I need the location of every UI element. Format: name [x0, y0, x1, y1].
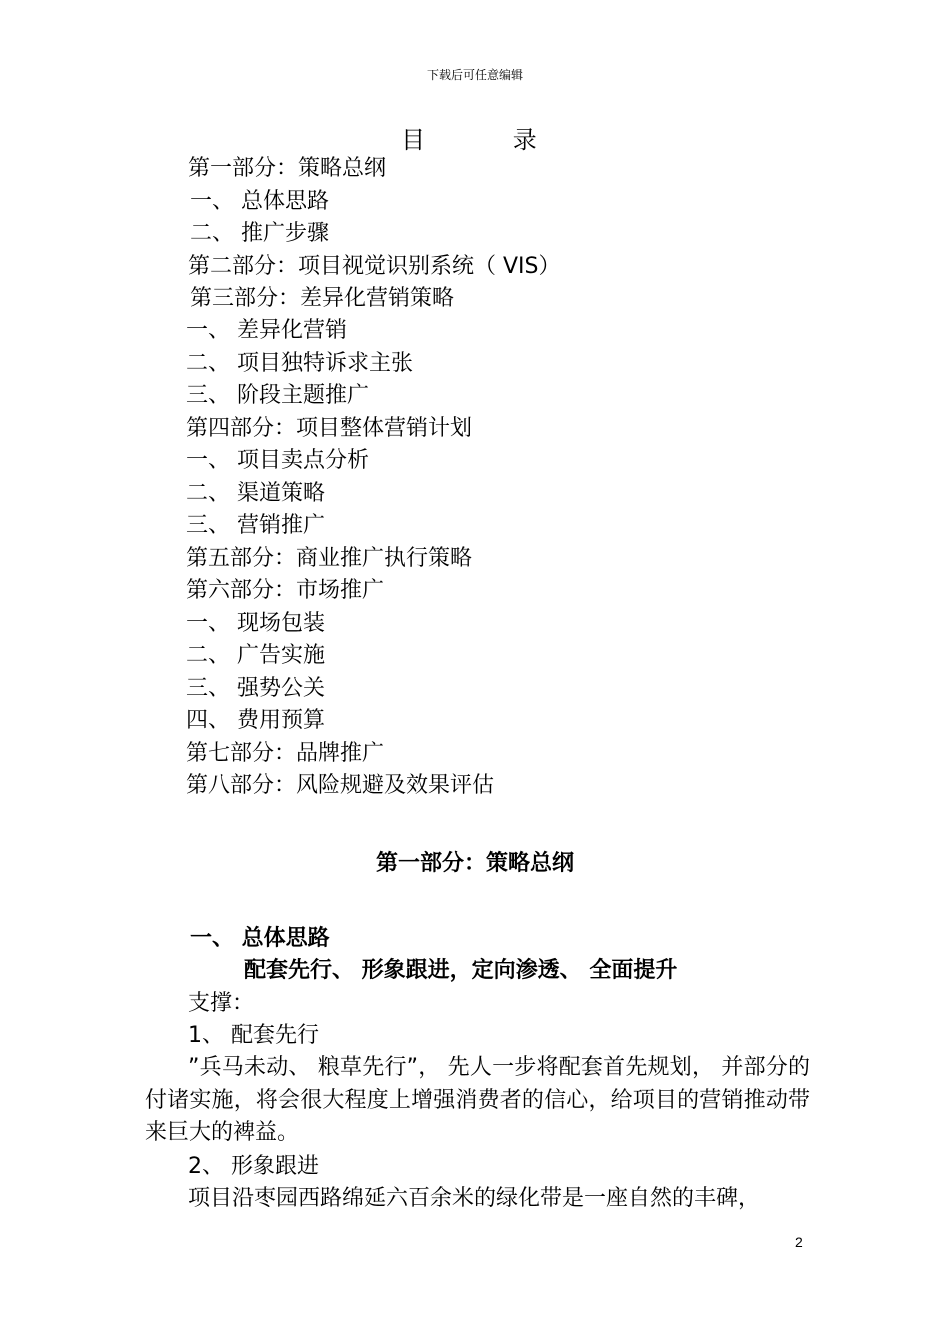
page-number: 2 [795, 1234, 803, 1250]
item2-paragraph: 项目沿枣园西路绵延六百余米的绿化带是一座自然的丰碑， [188, 1186, 761, 1211]
item1-paragraph: ”兵马未动、 粮草先行”， 先人一步将配套首先规划， 并部分的付诸实施，将会很大程度上增强消费者的信心，给项目的营销推动带来巨大的裨益。 [145, 1055, 810, 1145]
toc-line: 一、 现场包装 [186, 611, 325, 636]
toc-line: 第六部分：市场推广 [186, 578, 385, 603]
toc-line: 第二部分：项目视觉识别系统（ VIS） [188, 254, 561, 279]
toc-line: 三、 强势公关 [186, 676, 325, 701]
section-heading: 第一部分：策略总纲 [375, 851, 574, 876]
toc-line: 三、 阶段主题推广 [186, 383, 369, 408]
support-label: 支撑： [188, 991, 255, 1016]
toc-line: 一、 差异化营销 [186, 318, 347, 343]
toc-line: 第三部分：差异化营销策略 [190, 286, 455, 311]
toc-line: 三、 营销推广 [186, 513, 325, 538]
toc-line: 第四部分：项目整体营销计划 [186, 416, 473, 441]
section-subheading: 一、 总体思路 [190, 926, 330, 951]
toc-title: 目 录 [401, 126, 577, 154]
toc-line: 二、 推广步骤 [190, 221, 329, 246]
toc-line: 一、 总体思路 [190, 189, 329, 214]
toc-line: 第五部分：商业推广执行策略 [186, 546, 473, 571]
toc-line: 第一部分：策略总纲 [188, 156, 387, 181]
toc-line: 四、 费用预算 [186, 708, 325, 733]
item1-label: 1、 配套先行 [188, 1023, 319, 1048]
toc-line: 第八部分：风险规避及效果评估 [186, 773, 495, 798]
toc-line: 一、 项目卖点分析 [186, 448, 369, 473]
toc-line: 二、 渠道策略 [186, 481, 325, 506]
item2-label: 2、 形象跟进 [188, 1154, 319, 1179]
strategy-slogan: 配套先行、 形象跟进，定向渗透、 全面提升 [244, 958, 678, 983]
header-note: 下载后可任意编辑 [426, 68, 523, 82]
toc-line: 二、 项目独特诉求主张 [186, 351, 413, 376]
toc-line: 第七部分：品牌推广 [186, 741, 385, 766]
toc-line: 二、 广告实施 [186, 643, 325, 668]
